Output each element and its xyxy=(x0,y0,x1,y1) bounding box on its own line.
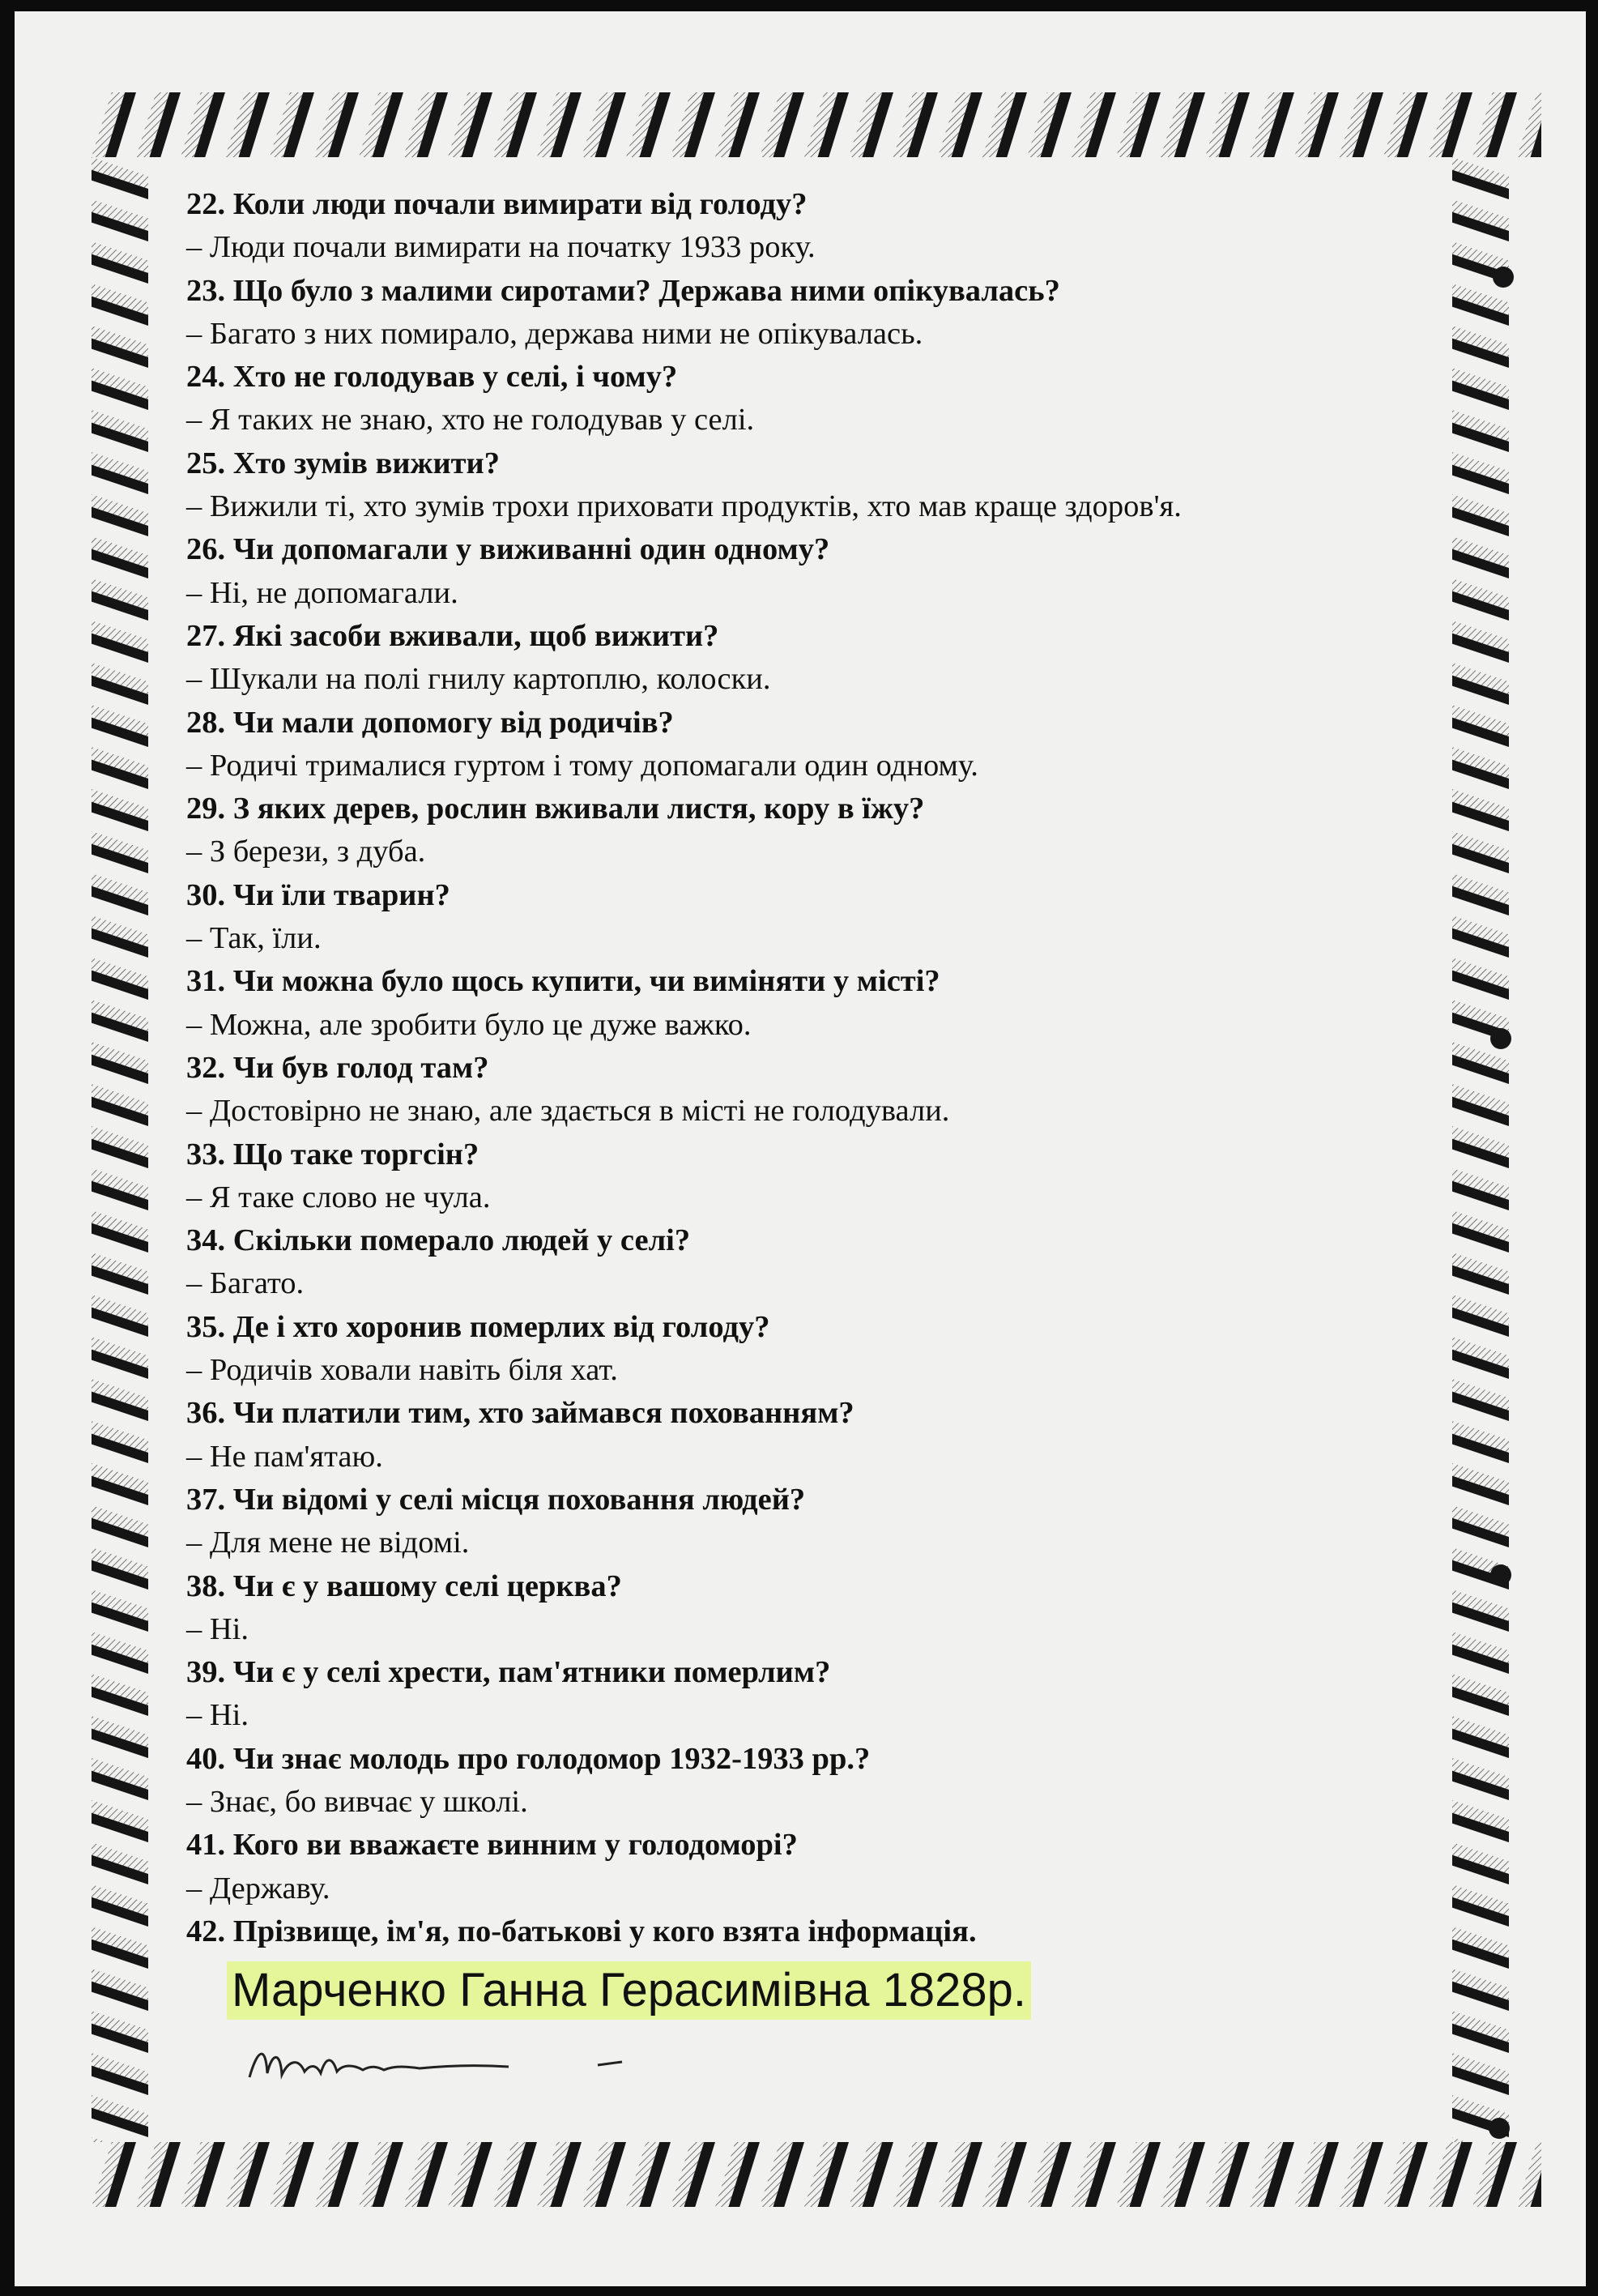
question-number: 27. xyxy=(186,618,226,653)
question-number: 32. xyxy=(186,1050,226,1085)
question-35 xyxy=(186,1306,1450,1349)
question-text: Що таке торгсін? xyxy=(232,1137,479,1171)
question-28 xyxy=(186,702,1450,745)
question-text: Де і хто хоронив померлих від голоду? xyxy=(232,1309,770,1344)
questionnaire xyxy=(186,183,1450,2020)
question-text: Чи відомі у селі місця поховання людей? xyxy=(232,1482,806,1517)
question-42 xyxy=(186,1910,1450,1953)
question-text: Прізвище, ім'я, по-батькові у кого взята інформація. xyxy=(232,1914,977,1948)
answer-35: – Родичів ховали навіть біля хат. xyxy=(186,1353,618,1388)
answer-31: – Можна, але зробити було це дуже важко. xyxy=(186,1007,752,1042)
border-top xyxy=(92,92,1541,157)
answer-39: – Ні. xyxy=(186,1698,249,1733)
question-number: 31. xyxy=(186,964,226,999)
answer-23: – Багато з них помирало, держава ними не опікувалась. xyxy=(186,316,923,351)
punch-hole xyxy=(1493,267,1514,288)
answer-37: – Для мене не відомі. xyxy=(186,1526,470,1560)
qa-list xyxy=(186,183,1450,1953)
answer-24: – Я таких не знаю, хто не голодував у селі. xyxy=(186,403,755,437)
answer-40: – Знає, бо вивчає у школі. xyxy=(186,1784,528,1819)
question-number: 37. xyxy=(186,1482,226,1517)
question-31 xyxy=(186,960,1450,1003)
question-number: 28. xyxy=(186,705,226,740)
question-number: 39. xyxy=(186,1655,226,1690)
question-text: Що було з малими сиротами? Держава ними опікувалась? xyxy=(232,273,1060,308)
question-number: 26. xyxy=(186,532,226,567)
question-27 xyxy=(186,615,1450,658)
question-text: Які засоби вживали, щоб вижити? xyxy=(232,618,719,653)
punch-hole xyxy=(1490,1564,1511,1585)
question-32 xyxy=(186,1047,1450,1090)
signature xyxy=(241,2033,646,2089)
question-text: Чи є у селі хрести, пам'ятники померлим? xyxy=(232,1655,831,1690)
border-bottom xyxy=(92,2142,1541,2207)
question-text: Коли люди почали вимирати від голоду? xyxy=(232,187,808,221)
question-number: 42. xyxy=(186,1914,226,1948)
question-text: Чи їли тварин? xyxy=(232,877,450,912)
question-number: 22. xyxy=(186,187,226,221)
punch-hole xyxy=(1490,1028,1511,1049)
question-37 xyxy=(186,1479,1450,1521)
answer-38: – Ні. xyxy=(186,1611,249,1646)
answer-30: – Так, їли. xyxy=(186,921,322,956)
answer-33: – Я таке слово не чула. xyxy=(186,1180,491,1214)
question-number: 35. xyxy=(186,1309,226,1344)
question-number: 25. xyxy=(186,446,226,480)
answer-32: – Достовірно не знаю, але здається в місті не голодували. xyxy=(186,1094,950,1129)
question-number: 40. xyxy=(186,1741,226,1776)
question-41 xyxy=(186,1824,1450,1867)
question-34 xyxy=(186,1219,1450,1262)
question-36 xyxy=(186,1392,1450,1435)
question-number: 33. xyxy=(186,1137,226,1171)
question-29 xyxy=(186,787,1450,830)
informant-name: Марченко Ганна Герасимівна 1828р. xyxy=(227,1961,1031,2020)
question-38 xyxy=(186,1565,1450,1608)
border-left xyxy=(92,157,181,2142)
question-number: 23. xyxy=(186,273,226,308)
question-number: 29. xyxy=(186,792,226,826)
question-text: Чи знає молодь про голодомор 1932-1933 рр.? xyxy=(232,1741,871,1776)
answer-25: – Вижили ті, хто зумів трохи приховати продуктів, хто мав краще здоров'я. xyxy=(186,489,1182,524)
question-23 xyxy=(186,270,1450,313)
question-40 xyxy=(186,1738,1450,1781)
question-26 xyxy=(186,528,1450,571)
document-page xyxy=(15,11,1586,2286)
answer-22: – Люди почали вимирати на початку 1933 року. xyxy=(186,230,816,265)
question-25 xyxy=(186,442,1450,485)
question-number: 24. xyxy=(186,360,226,395)
question-33 xyxy=(186,1133,1450,1176)
question-number: 36. xyxy=(186,1396,226,1431)
question-30 xyxy=(186,874,1450,917)
answer-41: – Державу. xyxy=(186,1871,330,1906)
punch-hole xyxy=(1489,2118,1510,2139)
question-text: Чи є у вашому селі церква? xyxy=(232,1568,622,1603)
answer-36: – Не пам'ятаю. xyxy=(186,1439,383,1474)
answer-34: – Багато. xyxy=(186,1266,305,1301)
answer-26: – Ні, не допомагали. xyxy=(186,575,458,610)
question-number: 34. xyxy=(186,1223,226,1258)
question-text: З яких дерев, рослин вживали листя, кору в їжу? xyxy=(232,792,925,826)
question-22 xyxy=(186,183,1450,226)
question-text: Чи можна було щось купити, чи виміняти у місті? xyxy=(232,964,940,999)
question-39 xyxy=(186,1651,1450,1694)
question-24 xyxy=(186,356,1450,399)
question-number: 30. xyxy=(186,877,226,912)
question-text: Чи допомагали у виживанні один одному? xyxy=(232,532,830,567)
question-text: Чи був голод там? xyxy=(232,1050,489,1085)
border-right xyxy=(1452,157,1541,2142)
answer-27: – Шукали на полі гнилу картоплю, колоски. xyxy=(186,662,771,697)
question-text: Скільки померало людей у селі? xyxy=(232,1223,691,1258)
question-text: Кого ви вважаєте винним у голодоморі? xyxy=(232,1828,798,1863)
question-text: Хто не голодував у селі, і чому? xyxy=(232,360,678,395)
question-number: 41. xyxy=(186,1828,226,1863)
question-text: Хто зумів вижити? xyxy=(232,446,500,480)
question-number: 38. xyxy=(186,1568,226,1603)
question-text: Чи мали допомогу від родичів? xyxy=(232,705,674,740)
answer-28: – Родичі трималися гуртом і тому допомагали один одному. xyxy=(186,748,978,783)
question-text: Чи платили тим, хто займався похованням? xyxy=(232,1396,854,1431)
answer-29: – З берези, з дуба. xyxy=(186,834,426,869)
